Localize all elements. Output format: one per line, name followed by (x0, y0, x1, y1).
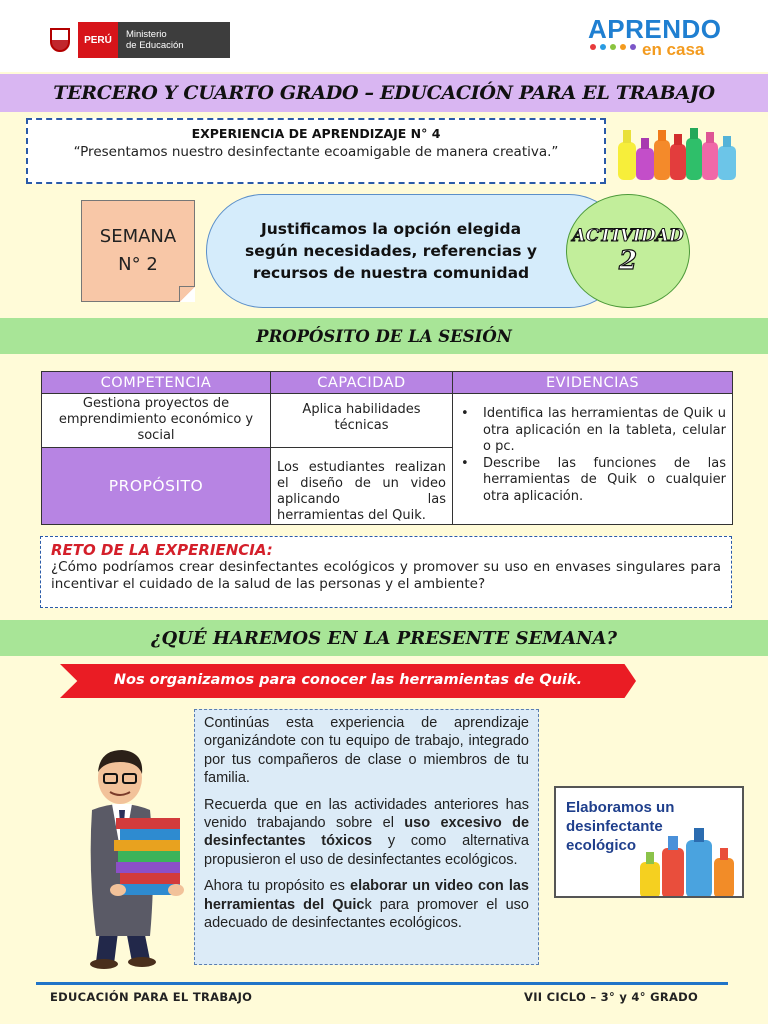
challenge-box (40, 536, 732, 608)
experience-heading: EXPERIENCIA DE APRENDIZAJE N° 4 (191, 126, 441, 141)
experience-quote: “Presentamos nuestro desinfectante ecoamigable de manera creativa.” (73, 144, 559, 160)
top-bar (0, 0, 768, 72)
week-plan-title-bar (0, 620, 768, 656)
proposito-text-cell: Los estudiantes realizan el diseño de un video aplicando las herramientas del Quik. (271, 448, 453, 525)
challenge-heading: RETO DE LA EXPERIENCIA: (51, 541, 273, 559)
footer-subject: EDUCACIÓN PARA EL TRABAJO (50, 990, 253, 1004)
disinfectant-bottles-icon (636, 814, 744, 898)
competencia-cell: Gestiona proyectos de emprendimiento económico y social (42, 394, 271, 448)
aprendo-en-casa-logo (588, 16, 733, 60)
challenge-text: ¿Cómo podríamos crear desinfectantes ecológicos y promover su uso en envases singulares para incentivar el cuidado de la salud de las personas y el ambiente? (51, 559, 721, 592)
organize-banner (60, 664, 636, 698)
capacidad-cell: Aplica habilidades técnicas (271, 394, 453, 448)
week-number: N° 2 (118, 254, 158, 275)
evidencia-item: • Identifica las herramientas de Quik u otra aplicación en la tableta, celular o pc. (457, 406, 726, 456)
activity-label: ACTIVIDAD (572, 226, 684, 246)
cleaning-bottles-icon (614, 122, 740, 182)
teacher-with-books-illustration (62, 740, 192, 970)
evidencias-list (457, 406, 726, 505)
table-row (42, 394, 733, 448)
aprendo-text: APRENDO (588, 14, 722, 44)
peru-label: PERÚ (78, 22, 118, 58)
main-title: TERCERO Y CUARTO GRADO – EDUCACIÓN PARA EL TRABAJO (53, 82, 715, 104)
evidencia-item: • Describe las funciones de las herramientas de Quik o cualquier otra aplicación. (457, 456, 726, 506)
header-capacidad: CAPACIDAD (271, 372, 453, 394)
content-paragraph: Continúas esta experiencia de aprendizaje organizándote con tu equipo de trabajo, integrado por tus compañeros de clase o miembros de tu familia. (204, 715, 529, 787)
competency-table (41, 371, 733, 525)
experience-box (26, 118, 606, 184)
header-evidencias: EVIDENCIAS (453, 372, 733, 394)
logo-dots-icon (590, 44, 636, 50)
evidencias-cell (453, 394, 733, 525)
content-paragraph: Ahora tu propósito es elaborar un video con las herramientas del Quick para promover el uso adecuado de desinfectantes ecológicos. (204, 878, 529, 932)
footer-grade: VII CICLO – 3° y 4° GRADO (524, 990, 699, 1004)
purpose-title: PROPÓSITO DE LA SESIÓN (256, 326, 512, 346)
purpose-title-bar (0, 318, 768, 354)
banner-text: Nos organizamos para conocer las herramientas de Quik. (113, 672, 583, 688)
en-casa-text: en casa (642, 40, 705, 59)
eco-card-title: Elaboramos un desinfectante ecológico (566, 799, 675, 854)
note-fold (179, 286, 195, 302)
eco-disinfectant-card (554, 786, 744, 898)
header-competencia: COMPETENCIA (42, 372, 271, 394)
proposito-label-cell: PROPÓSITO (42, 448, 271, 525)
ministry-label: Ministerio de Educación (118, 22, 230, 58)
week-label: SEMANA (99, 226, 177, 247)
main-title-bar (0, 74, 768, 112)
table-header-row (42, 372, 733, 394)
activity-badge (566, 194, 690, 308)
peru-ministry-logo (42, 22, 232, 58)
weekly-content-box (194, 709, 539, 965)
peru-shield-icon (42, 22, 78, 58)
content-paragraph: Recuerda que en las actividades anteriores has venido trabajando sobre el uso excesivo de desinfectantes tóxicos y como alternativa propusieron el uso de desinfectantes ecológicos. (204, 796, 530, 868)
week-plan-title: ¿QUÉ HAREMOS EN LA PRESENTE SEMANA? (150, 627, 618, 649)
activity-title: Justificamos la opción elegida según necesidades, referencias y recursos de nuestra comunidad (244, 220, 538, 282)
footer-divider (36, 982, 728, 985)
activity-title-pill (206, 194, 626, 308)
activity-number: 2 (618, 246, 638, 276)
week-note (81, 200, 195, 302)
